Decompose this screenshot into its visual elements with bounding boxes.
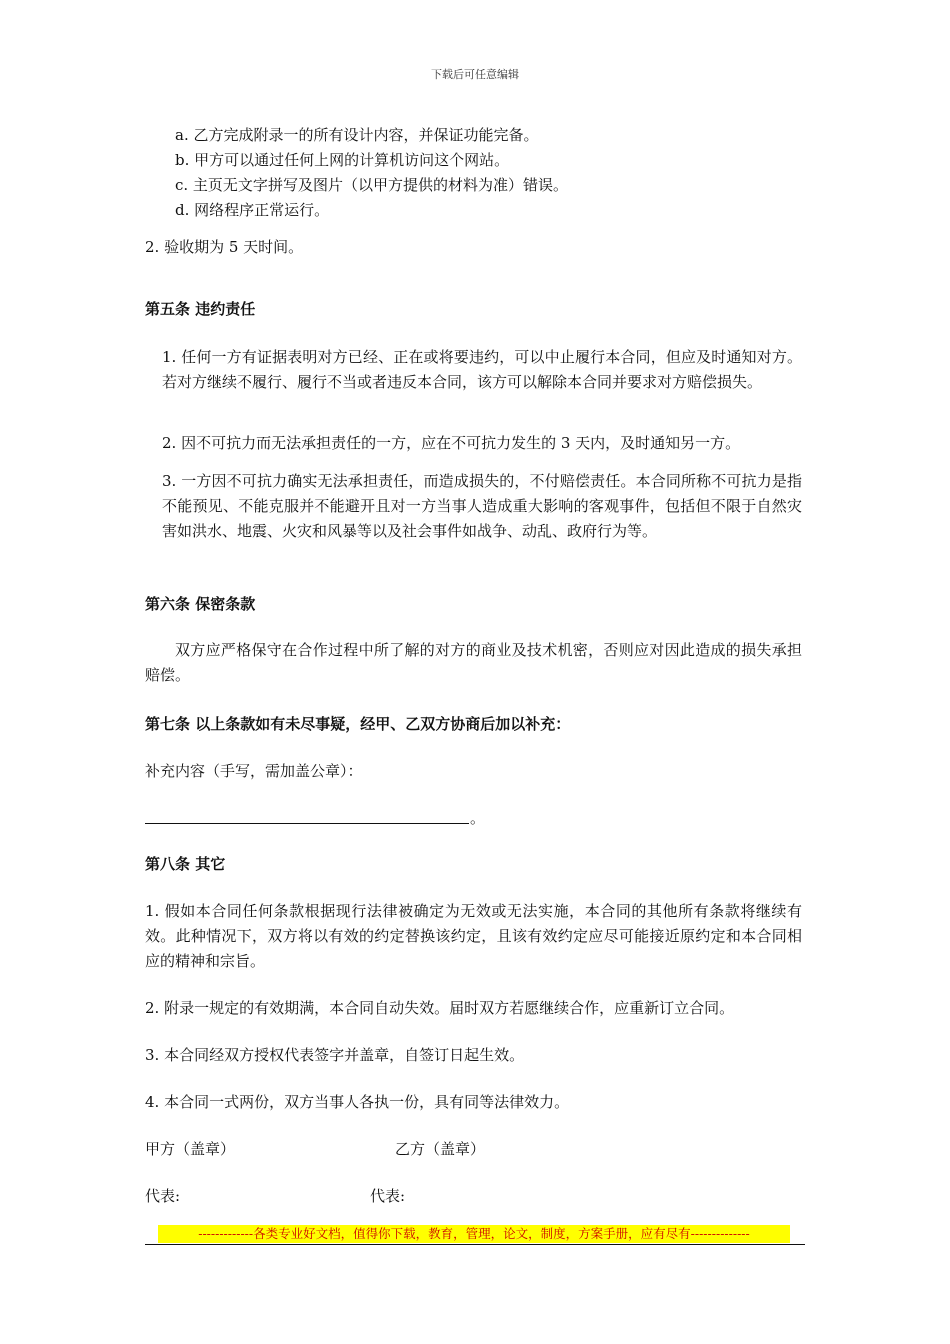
article8-paragraph-2: 2. 附录一规定的有效期满，本合同自动失效。届时双方若愿继续合作，应重新订立合同。 — [145, 999, 735, 1017]
article6-paragraph: 双方应严格保守在合作过程中所了解的对方的商业及技术机密，否则应对因此造成的损失承担赔偿。 — [145, 641, 802, 684]
article8-title: 第八条 其它 — [145, 855, 226, 873]
footer-banner: -------------各类专业好文档，值得你下载，教育，管理，论文，制度，方案手册，应有尽有-------------- — [158, 1225, 790, 1243]
party-b-seal: 乙方（盖章） — [395, 1140, 486, 1158]
acceptance-item-b: b. 甲方可以通过任何上网的计算机访问这个网站。 — [175, 151, 510, 169]
party-a-seal: 甲方（盖章） — [145, 1140, 236, 1158]
page-header: 下载后可任意编辑 — [431, 68, 519, 81]
footer-rule — [145, 1244, 805, 1245]
article7-title: 第七条 以上条款如有未尽事疑，经甲、乙双方协商后加以补充： — [145, 715, 571, 733]
acceptance-item-c: c. 主页无文字拼写及图片（以甲方提供的材料为准）错误。 — [175, 176, 568, 194]
supplement-blank-end: 。 — [470, 809, 486, 827]
article5-title: 第五条 违约责任 — [145, 300, 256, 318]
supplement-blank-line — [145, 823, 469, 824]
article5-paragraph-2: 2. 因不可抗力而无法承担责任的一方，应在不可抗力发生的 3 天内，及时通知另一方。 — [162, 434, 741, 452]
supplement-label: 补充内容（手写，需加盖公章）： — [145, 762, 363, 780]
party-a-representative: 代表: — [145, 1187, 181, 1205]
party-b-representative: 代表: — [370, 1187, 406, 1205]
article8-paragraph-1: 1. 假如本合同任何条款根据现行法律被确定为无效或无法实施，本合同的其他所有条款将继续有效。此种情况下，双方将以有效的约定替换该约定，且该有效约定应尽可能接近原约定和本合同相应的精神和宗旨。 — [145, 902, 802, 970]
acceptance-item-d: d. 网络程序正常运行。 — [175, 201, 330, 219]
article8-paragraph-4: 4. 本合同一式两份，双方当事人各执一份，具有同等法律效力。 — [145, 1093, 570, 1111]
article5-paragraph-1: 1. 任何一方有证据表明对方已经、正在或将要违约，可以中止履行本合同，但应及时通知对方。若对方继续不履行、履行不当或者违反本合同，该方可以解除本合同并要求对方赔偿损失。 — [162, 348, 802, 391]
article5-paragraph-3: 3. 一方因不可抗力确实无法承担责任，而造成损失的，不付赔偿责任。本合同所称不可抗力是指不能预见、不能克服并不能避开且对一方当事人造成重大影响的客观事件，包括但不限于自然灾害如洪水、地震、火灾和风暴等以及社会事件如战争、动乱、政府行为等。 — [162, 472, 802, 540]
acceptance-item-a: a. 乙方完成附录一的所有设计内容，并保证功能完备。 — [175, 126, 539, 144]
article6-title: 第六条 保密条款 — [145, 595, 256, 613]
article8-paragraph-3: 3. 本合同经双方授权代表签字并盖章，自签订日起生效。 — [145, 1046, 525, 1064]
acceptance-period: 2. 验收期为 5 天时间。 — [145, 238, 304, 256]
